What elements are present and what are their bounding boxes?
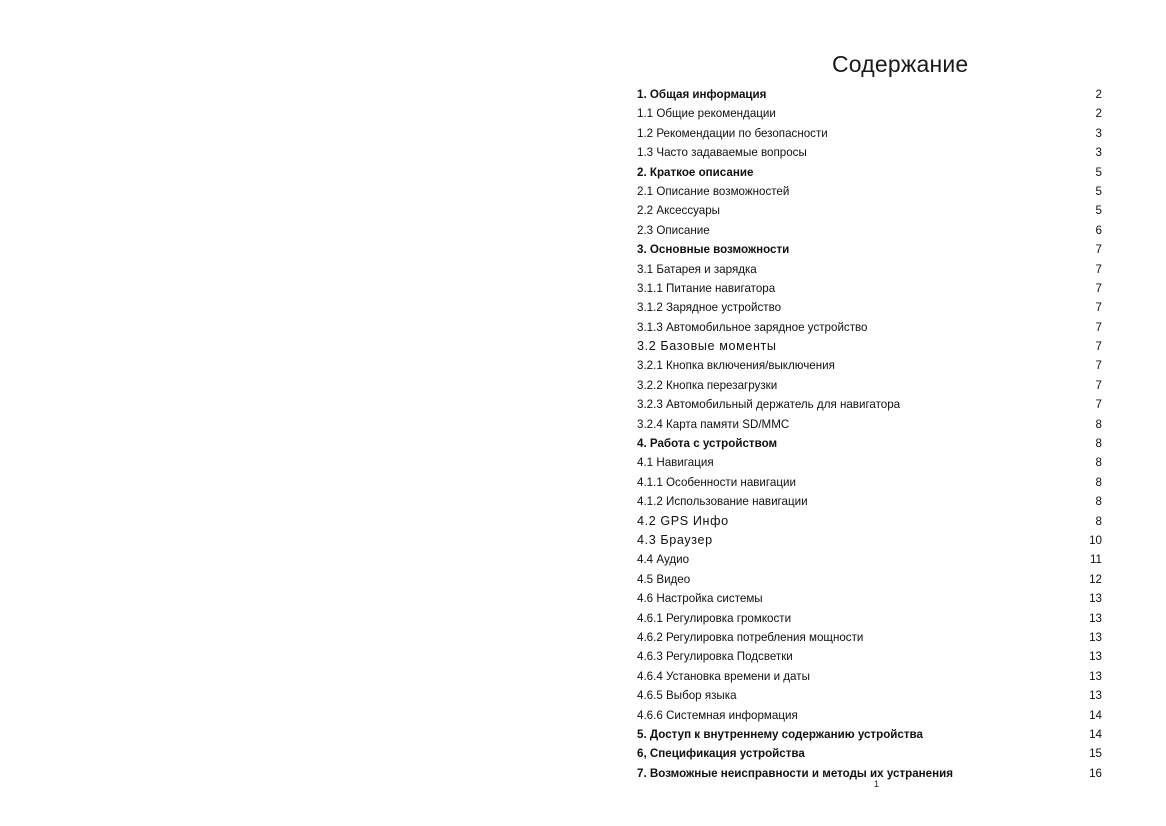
toc-entry[interactable] <box>634 318 1102 337</box>
toc-entry[interactable] <box>634 395 1102 414</box>
toc-entry-title: 6, Спецификация устройства <box>637 747 805 761</box>
toc-entry[interactable] <box>634 163 1102 182</box>
toc-entry-page: 3 <box>1095 146 1102 160</box>
toc-entry-title: 3.2.4 Карта памяти SD/MMC <box>637 417 790 431</box>
toc-entry[interactable] <box>634 104 1102 123</box>
toc-entry-page: 7 <box>1095 320 1102 334</box>
toc-entry[interactable] <box>634 298 1102 317</box>
toc-entry-page: 2 <box>1095 88 1102 101</box>
toc-entry-page: 7 <box>1095 281 1102 295</box>
table-of-contents <box>634 85 1102 783</box>
toc-entry[interactable] <box>634 764 1102 783</box>
toc-entry-page: 8 <box>1095 495 1102 509</box>
toc-entry-page: 7 <box>1095 262 1102 276</box>
toc-entry-page: 16 <box>1089 766 1102 780</box>
toc-entry[interactable] <box>634 473 1102 492</box>
toc-entry-title: 3.1.2 Зарядное устройство <box>637 301 782 315</box>
toc-entry[interactable] <box>634 201 1102 220</box>
toc-entry[interactable] <box>634 492 1102 511</box>
toc-entry-page: 5 <box>1095 184 1102 198</box>
toc-entry-page: 2 <box>1095 107 1102 121</box>
toc-entry-title: 3.2.3 Автомобильный держатель для навигатора <box>637 398 901 412</box>
toc-entry[interactable] <box>634 337 1102 356</box>
toc-entry[interactable] <box>634 124 1102 143</box>
toc-entry[interactable] <box>634 550 1102 569</box>
toc-entry-page: 7 <box>1095 378 1102 392</box>
toc-entry-title: 3.2.1 Кнопка включения/выключения <box>637 359 835 373</box>
toc-entry-title: 2. Краткое описание <box>637 165 754 179</box>
toc-entry-page: 3 <box>1095 126 1102 140</box>
toc-entry-title: 3.1 Батарея и зарядка <box>637 262 757 276</box>
toc-entry-title: 4.6.5 Выбор языка <box>637 689 737 703</box>
toc-entry-title: 2.3 Описание <box>637 223 710 237</box>
toc-entry-title: 4.3 Браузер <box>637 532 713 547</box>
toc-entry-page: 8 <box>1095 437 1102 451</box>
toc-entry-page: 8 <box>1095 456 1102 470</box>
toc-entry[interactable] <box>634 240 1102 259</box>
toc-entry-page: 14 <box>1089 708 1102 722</box>
toc-entry-page: 8 <box>1095 514 1102 528</box>
toc-entry-page: 10 <box>1089 533 1102 547</box>
toc-entry-title: 5. Доступ к внутреннему содержанию устройства <box>637 727 923 741</box>
toc-entry-page: 13 <box>1089 650 1102 664</box>
toc-entry-title: 4.5 Видео <box>637 572 691 586</box>
toc-entry[interactable] <box>634 512 1102 531</box>
toc-entry-page: 7 <box>1095 398 1102 412</box>
toc-entry[interactable] <box>634 686 1102 705</box>
toc-entry-title: 4.2 GPS Инфо <box>637 513 729 528</box>
toc-entry[interactable] <box>634 85 1102 104</box>
toc-entry-page: 8 <box>1095 475 1102 489</box>
page-title: Содержание <box>832 51 969 77</box>
toc-entry-title: 4.1 Навигация <box>637 456 714 470</box>
toc-entry-page: 5 <box>1095 204 1102 218</box>
toc-entry[interactable] <box>634 356 1102 375</box>
toc-entry-title: 1.3 Часто задаваемые вопросы <box>637 146 807 160</box>
toc-entry-page: 7 <box>1095 243 1102 257</box>
toc-entry-page: 14 <box>1089 727 1102 741</box>
toc-entry-title: 4.6.2 Регулировка потребления мощности <box>637 630 864 644</box>
toc-entry[interactable] <box>634 667 1102 686</box>
toc-entry-title: 2.2 Аксессуары <box>637 204 721 218</box>
toc-entry-page: 15 <box>1089 747 1102 761</box>
toc-entry[interactable] <box>634 415 1102 434</box>
toc-entry[interactable] <box>634 647 1102 666</box>
toc-entry-title: 7. Возможные неисправности и методы их устранения <box>637 766 954 780</box>
toc-entry-page: 5 <box>1095 165 1102 179</box>
toc-entry[interactable] <box>634 221 1102 240</box>
toc-entry-title: 4.1.2 Использование навигации <box>637 495 808 509</box>
toc-entry-page: 13 <box>1089 592 1102 606</box>
toc-entry-page: 11 <box>1089 553 1102 567</box>
toc-entry-page: 8 <box>1095 417 1102 431</box>
toc-entry-title: 3.1.3 Автомобильное зарядное устройство <box>637 320 868 334</box>
toc-entry-title: 4.6.6 Системная информация <box>637 708 798 722</box>
toc-entry[interactable] <box>634 260 1102 279</box>
toc-entry[interactable] <box>634 570 1102 589</box>
toc-entry-page: 7 <box>1095 301 1102 315</box>
toc-entry-title: 4.6 Настройка системы <box>637 592 763 606</box>
toc-entry[interactable] <box>634 143 1102 162</box>
toc-entry-title: 1.1 Общие рекомендации <box>637 107 776 121</box>
toc-entry-page: 12 <box>1089 572 1102 586</box>
toc-entry[interactable] <box>634 434 1102 453</box>
toc-entry[interactable] <box>634 376 1102 395</box>
toc-entry-title: 4.4 Аудио <box>637 553 690 567</box>
toc-entry-title: 3.2 Базовые моменты <box>637 339 777 354</box>
toc-entry-title: 3.1.1 Питание навигатора <box>637 281 776 295</box>
toc-entry[interactable] <box>634 453 1102 472</box>
toc-entry-title: 4.6.4 Установка времени и даты <box>637 669 810 683</box>
page-number: 1 <box>874 779 880 789</box>
toc-entry-title: 2.1 Описание возможностей <box>637 184 790 198</box>
toc-entry[interactable] <box>634 279 1102 298</box>
toc-entry-title: 3. Основные возможности <box>637 243 790 257</box>
toc-entry-title: 4. Работа с устройством <box>637 437 778 451</box>
toc-entry-title: 4.6.3 Регулировка Подсветки <box>637 650 793 664</box>
toc-entry-title: 3.2.2 Кнопка перезагрузки <box>637 378 778 392</box>
toc-entry-title: 1. Общая информация <box>637 88 767 101</box>
toc-entry-page: 7 <box>1095 340 1102 354</box>
toc-entry-page: 13 <box>1089 689 1102 703</box>
toc-entry-page: 13 <box>1089 611 1102 625</box>
toc-entry[interactable] <box>634 609 1102 628</box>
toc-entry-page: 6 <box>1095 223 1102 237</box>
toc-entry-title: 4.6.1 Регулировка громкости <box>637 611 792 625</box>
toc-entry-page: 13 <box>1089 630 1102 644</box>
toc-entry-page: 7 <box>1095 359 1102 373</box>
toc-entry[interactable] <box>634 531 1102 550</box>
toc-entry-page: 13 <box>1089 669 1102 683</box>
toc-entry[interactable] <box>634 589 1102 608</box>
toc-entry[interactable] <box>634 182 1102 201</box>
toc-entry[interactable] <box>634 725 1102 744</box>
toc-entry-title: 1.2 Рекомендации по безопасности <box>637 126 828 140</box>
toc-entry[interactable] <box>634 628 1102 647</box>
toc-entry[interactable] <box>634 744 1102 763</box>
toc-entry[interactable] <box>634 706 1102 725</box>
toc-entry-title: 4.1.1 Особенности навигации <box>637 475 796 489</box>
